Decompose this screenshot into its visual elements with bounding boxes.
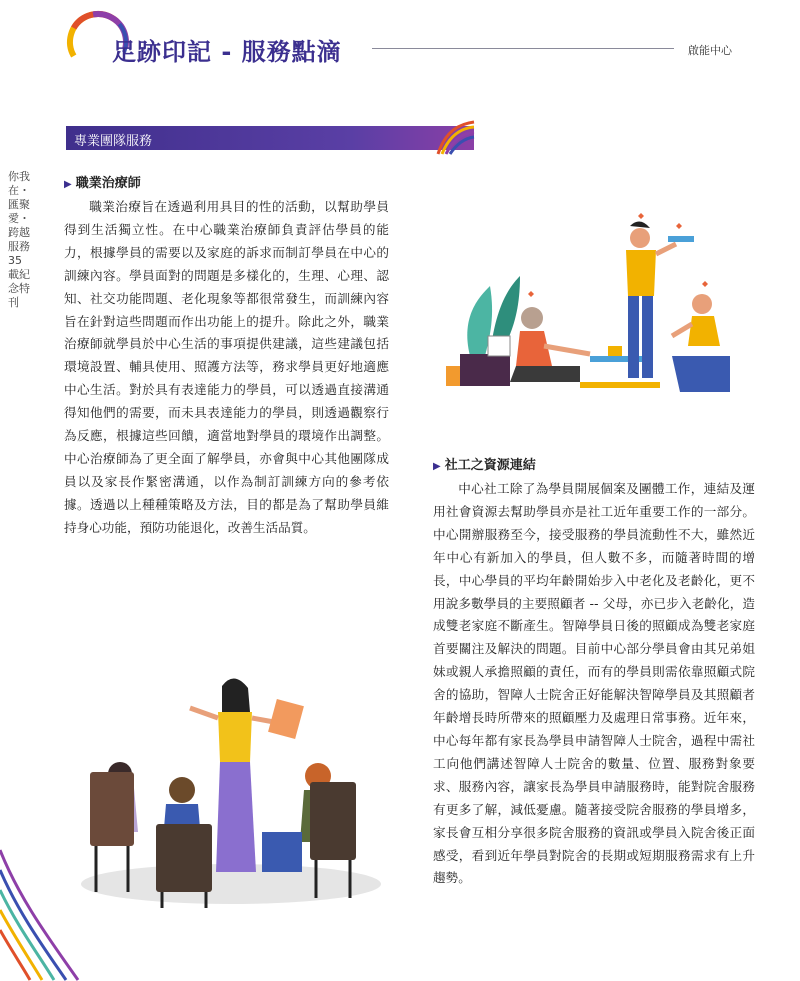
section-title: 專業團隊服務 xyxy=(74,134,153,149)
play-arrow-icon: ▶ xyxy=(433,461,441,472)
header-divider xyxy=(372,48,674,49)
care-team-illustration xyxy=(440,206,740,396)
side-publication-title: 你我在・匯聚愛・跨越服務35載紀念特刊 xyxy=(8,170,30,309)
social-work-heading-text: 社工之資源連結 xyxy=(444,458,536,473)
rainbow-swoosh-icon xyxy=(0,840,80,981)
social-work-heading xyxy=(433,454,536,473)
occupational-therapy-heading xyxy=(64,172,141,191)
department-label: 啟能中心 xyxy=(688,44,732,57)
play-arrow-icon: ▶ xyxy=(64,179,72,190)
occupational-therapy-paragraph: 職業治療旨在透過利用具目的性的活動，以幫助學員得到生活獨立性。在中心職業治療師負責評估學員的能力，根據學員的需要以及家庭的訴求而制訂學員在中心的訓練內容。學員面對的問題是多樣化的，生理、心理、認知、社交功能問題、老化現象等都很常發生，而訓練內容旨在針對這些問題而作出功能上的提升。除此之外，職業治療師就學員於中心生活的事項提供建議，這些建議包括環境設置、輔具使用、照護方法等，務求學員更好地適應中心生活。對於具有表達能力的學員，可以透過直接溝通得知他們的需要，而未具表達能力的學員，則透過觀察行為反應，根據這些回饋，適當地對學員的環境作出調整。中心治療師為了更全面了解學員，亦會與中心其他團隊成員以及家長作緊密溝通，以作為制訂訓練方向的參考依據。透過以上種種策略及方法，目的都是為了幫助學員維持身心功能，預防功能退化，改善生活品質。 xyxy=(64,199,389,535)
occupational-therapy-heading-text: 職業治療師 xyxy=(75,176,141,191)
page-title: 足跡印記 - 服務點滴 xyxy=(112,38,342,66)
group-meeting-illustration xyxy=(66,672,396,912)
social-work-paragraph: 中心社工除了為學員開展個案及團體工作，連結及運用社會資源去幫助學員亦是社工近年重要工作的一部分。中心開辦服務至今，接受服務的學員流動性不大，雖然近年中心有新加入的學員，但人數不多，而隨著時間的增長，中心學員的平均年齡開始步入中老化及老齡化，更不用說多數學員的主要照顧者 -- 父母，亦已步入老齡化，造成雙老家庭不斷產生。智障學員日後的照顧成為雙老家庭首要關注及解決的問題。目前中心部分學員會由其兄弟姐妹或親人承擔照顧的責任，而有的學員則需依靠照顧式院舍的協助，智障人士院舍正好能解決智障學員及其照顧者年齡增長時所帶來的照顧壓力及處理日常事務。近年來，中心每年都有家長為學員申請智障人士院舍，過程中需社工向他們講述智障人士院舍的數量、位置、服務對象要求、服務內容，讓家長為學員申請服務時，能對院舍服務有更多了解，減低憂慮。隨著接受院舍服務的學員增多，家長會互相分享很多院舍服務的資訊或學員入院舍後正面感受，看到近年學員對院舍的長期或短期服務需求有上升趨勢。 xyxy=(433,481,755,886)
swoosh-decoration-icon xyxy=(436,120,476,156)
